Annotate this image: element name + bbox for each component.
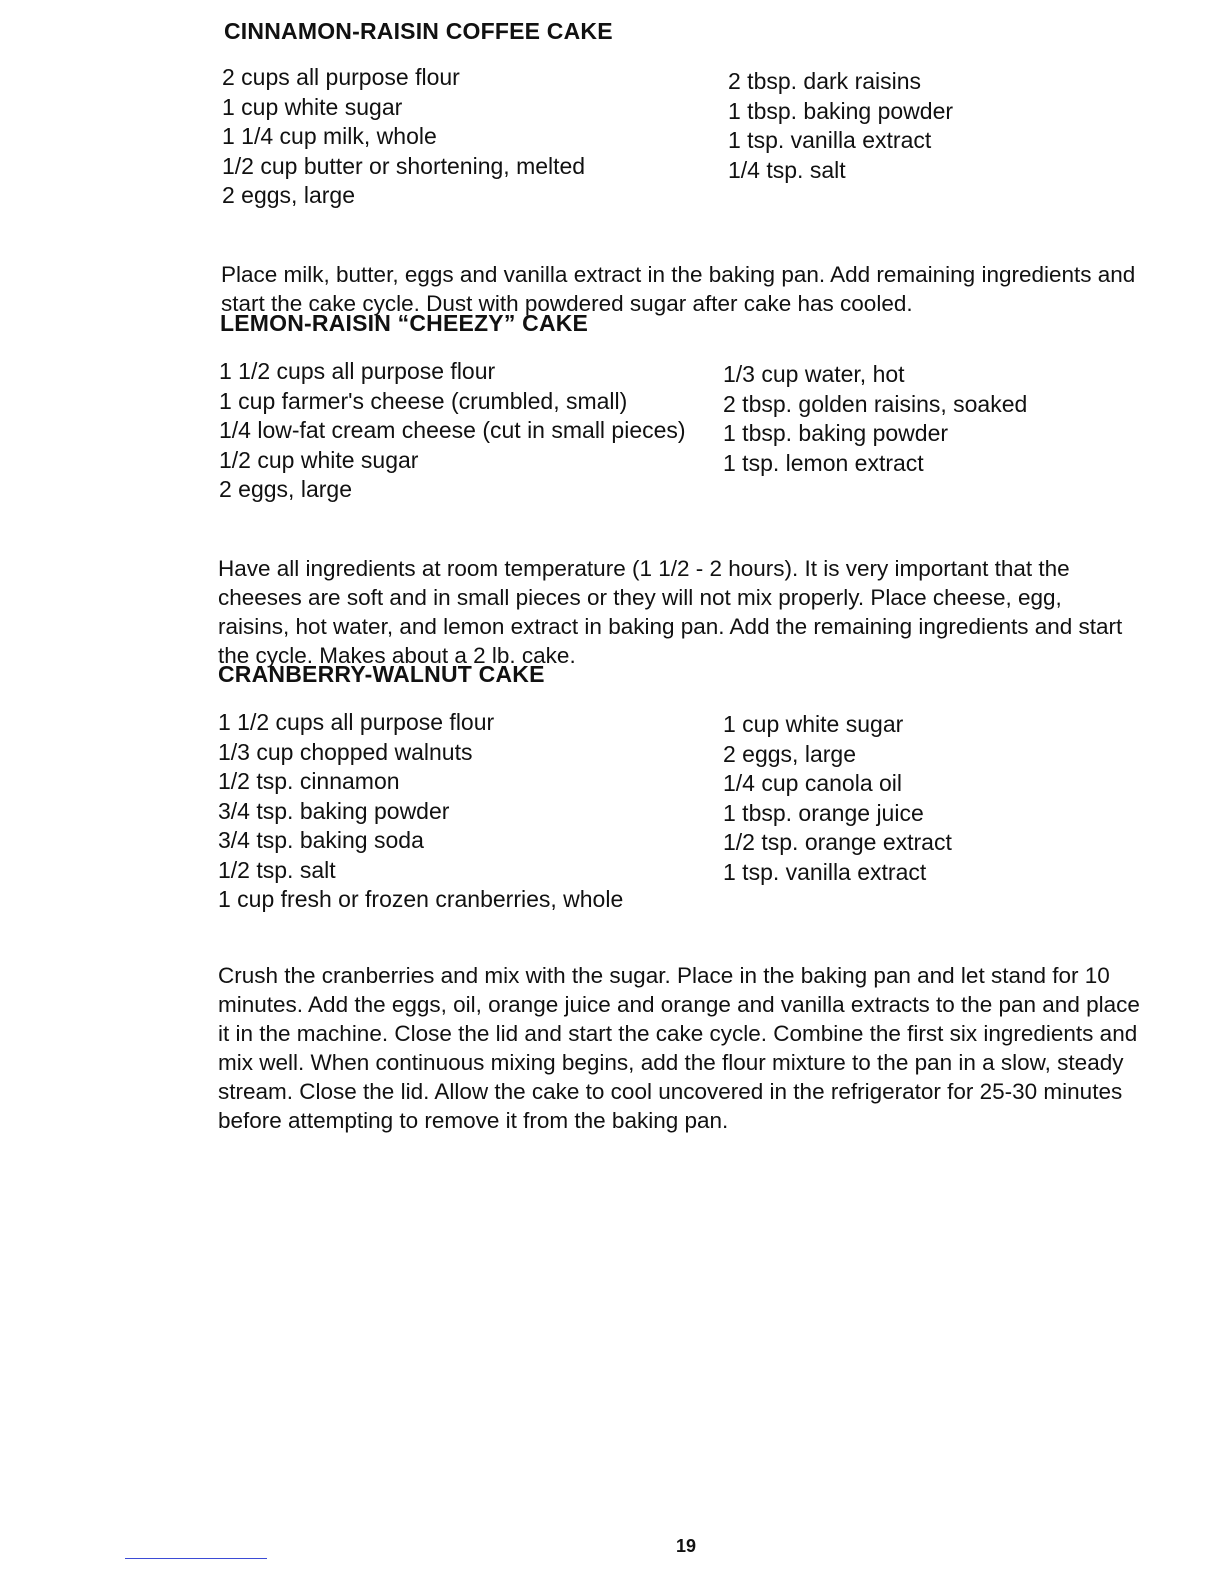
ingredient-column-left [218, 708, 623, 915]
ingredient-item: 1 cup white sugar [222, 93, 403, 120]
ingredient-item: 1 tbsp. baking powder [728, 97, 954, 124]
ingredient-item: 1/2 tsp. orange extract [723, 829, 952, 855]
recipe-instructions: Crush the cranberries and mix with the sugar. Place in the baking pan and let stand for 10 minutes. Add the eggs, oil, orange juice and orange and vanilla extracts to the pan and place it in the machine. Close the lid and start the cake cycle. Combine the first six ingredients and mix well. When continuous mixing begins, add the flour mixture to the pan in a slow, steady stream. Close the lid. Allow the cake to cool uncovered in the refrigerator for 25-30 minutes before attempting to remove it from the baking pan. [218, 963, 1140, 1133]
ingredient-item: 1/2 tsp. salt [218, 856, 336, 883]
ingredient-item: 1 1/2 cups all purpose flour [218, 709, 495, 735]
ingredient-list [218, 708, 1158, 916]
page-number: 19 [676, 1536, 697, 1556]
ingredient-item: 1/4 low-fat cream cheese (cut in small pieces) [219, 417, 686, 443]
ingredient-item: 2 eggs, large [723, 740, 856, 767]
ingredient-item: 1 1/2 cups all purpose flour [219, 358, 496, 384]
ingredient-column-left [222, 63, 585, 211]
ingredient-item: 1 cup white sugar [723, 711, 904, 737]
recipe-title: CINNAMON-RAISIN COFFEE CAKE [224, 18, 613, 44]
recipe-cranberry-walnut [218, 660, 1158, 1135]
ingredient-item: 1 cup fresh or frozen cranberries, whole [218, 886, 624, 912]
ingredient-item: 1 tbsp. orange juice [723, 799, 924, 826]
recipe-instructions: Place milk, butter, eggs and vanilla extract in the baking pan. Add remaining ingredients and start the cake cycle. Dust with powdered sugar after cake has cooled. [221, 262, 1136, 316]
footer-rule [125, 1558, 267, 1559]
ingredient-item: 1 tsp. vanilla extract [723, 858, 927, 885]
ingredient-item: 1/3 cup water, hot [723, 361, 905, 387]
ingredient-item: 2 tbsp. golden raisins, soaked [723, 390, 1028, 417]
ingredient-item: 2 tbsp. dark raisins [728, 68, 922, 94]
ingredient-list [218, 357, 1158, 507]
ingredient-list [218, 63, 1158, 213]
ingredient-item: 2 eggs, large [219, 476, 352, 502]
ingredient-item: 1 tbsp. baking powder [723, 420, 949, 446]
ingredient-item: 2 cups all purpose flour [222, 64, 460, 90]
ingredient-column-right [728, 67, 953, 185]
ingredient-item: 2 eggs, large [222, 182, 355, 208]
recipe-title: CRANBERRY-WALNUT CAKE [218, 661, 545, 687]
ingredient-item: 1/4 tsp. salt [728, 156, 846, 183]
recipe-cinnamon-raisin [218, 17, 1158, 318]
recipe-title: LEMON-RAISIN “CHEEZY” CAKE [220, 310, 589, 336]
ingredient-column-right [723, 710, 952, 887]
ingredient-column-right [723, 360, 1027, 478]
ingredient-column-left [219, 357, 686, 505]
ingredient-item: 1 1/4 cup milk, whole [222, 123, 437, 149]
recipe-instructions: Have all ingredients at room temperature (1 1/2 - 2 hours). It is very important that the cheeses are soft and in small pieces or they will not mix properly. Place cheese, egg, raisins, hot water, and lemon extract in baking pan. Add the remaining ingredients and start the cycle. Makes about a 2 lb. cake. [218, 556, 1123, 668]
ingredient-item: 1/3 cup chopped walnuts [218, 738, 473, 765]
ingredient-item: 1/2 cup butter or shortening, melted [222, 152, 586, 179]
ingredient-item: 1/2 tsp. cinnamon [218, 768, 400, 794]
ingredient-item: 3/4 tsp. baking soda [218, 827, 424, 853]
ingredient-item: 1 cup farmer's cheese (crumbled, small) [219, 387, 628, 414]
recipe-lemon-raisin [218, 309, 1158, 670]
ingredient-item: 3/4 tsp. baking powder [218, 797, 450, 824]
ingredient-item: 1/2 cup white sugar [219, 446, 419, 473]
ingredient-item: 1 tsp. lemon extract [723, 449, 924, 476]
ingredient-item: 1/4 cup canola oil [723, 770, 903, 796]
ingredient-item: 1 tsp. vanilla extract [728, 127, 932, 153]
